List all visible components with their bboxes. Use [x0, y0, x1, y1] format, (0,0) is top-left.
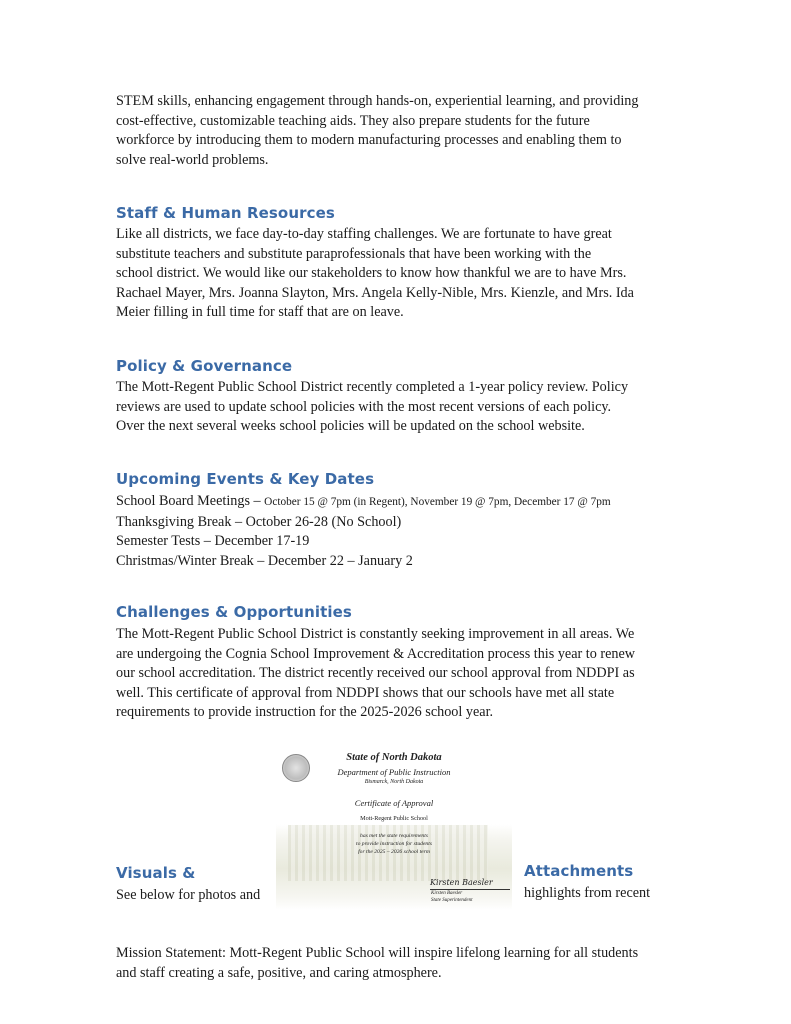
board-meetings-line: School Board Meetings – October 15 @ 7pm (in Regent), November 19 @ 7pm, December 17 @ 7pm [116, 493, 611, 509]
event-item: Semester Tests – December 17-19 [116, 533, 310, 550]
visuals-text-right: highlights from recent [524, 885, 651, 901]
mission-statement: Mission Statement: Mott-Regent Public School will inspire lifelong learning for all students and staff creating a safe, positive, and caring atmosphere. [116, 945, 639, 981]
challenges-heading: Challenges & Opportunities [116, 603, 352, 621]
certificate-of-approval-image: State of North Dakota Department of Public Instruction Bismarck, North Dakota Certificate of Approval Mott-Regent Public School has met the state requirements to provide instruction for students for the 2025 – 2026 school term Kirsten Baesler Kirsten Baesler State Superintendent [276, 745, 512, 910]
staff-paragraph: Like all districts, we face day-to-day staffing challenges. We are fortunate to have great substitute teachers and substitute paraprofessionals that have been working with the school district. We would like our stakeholders to know how thankful we are to have Mrs. Rachael Mayer, Mrs. Joanna Slayton, Mrs. Angela Kelly-Nible, Mrs. Kienzle, and Mrs. Ida Meier filling in full time for staff that are on leave. [116, 226, 634, 321]
events-list [116, 492, 676, 571]
policy-paragraph: The Mott-Regent Public School District recently completed a 1-year policy review. Policy reviews are used to update school policies with the most recent versions of each policy. Over the next several weeks school policies will be updated on the school website. [116, 379, 629, 435]
signature-line [430, 889, 510, 890]
event-item: Thanksgiving Break – October 26-28 (No School) [116, 513, 402, 530]
event-item: Christmas/Winter Break – December 22 – January 2 [116, 552, 413, 569]
intro-paragraph: STEM skills, enhancing engagement through hands-on, experiential learning, and providing cost-effective, customizable teaching aids. They also prepare students for the future workforce by introducing them to modern manufacturing processes and enabling them to solve real-world problems. [116, 93, 639, 168]
signature: Kirsten Baesler [430, 878, 493, 887]
visuals-heading-left: Visuals & [116, 864, 196, 882]
challenges-paragraph: The Mott-Regent Public School District is constantly seeking improvement in all areas. We are undergoing the Cognia School Improvement & Accreditation process this year to renew our school accreditation. The district recently received our school approval from NDDPI as well. This certificate of approval from NDDPI shows that our schools have met all state requirements to provide instruction for the 2025-2026 school year. [116, 626, 636, 721]
visuals-heading-right: Attachments [524, 862, 634, 880]
events-heading: Upcoming Events & Key Dates [116, 470, 375, 488]
visuals-text-left: See below for photos and [116, 887, 261, 903]
policy-heading: Policy & Governance [116, 357, 293, 375]
staff-heading: Staff & Human Resources [116, 204, 335, 222]
